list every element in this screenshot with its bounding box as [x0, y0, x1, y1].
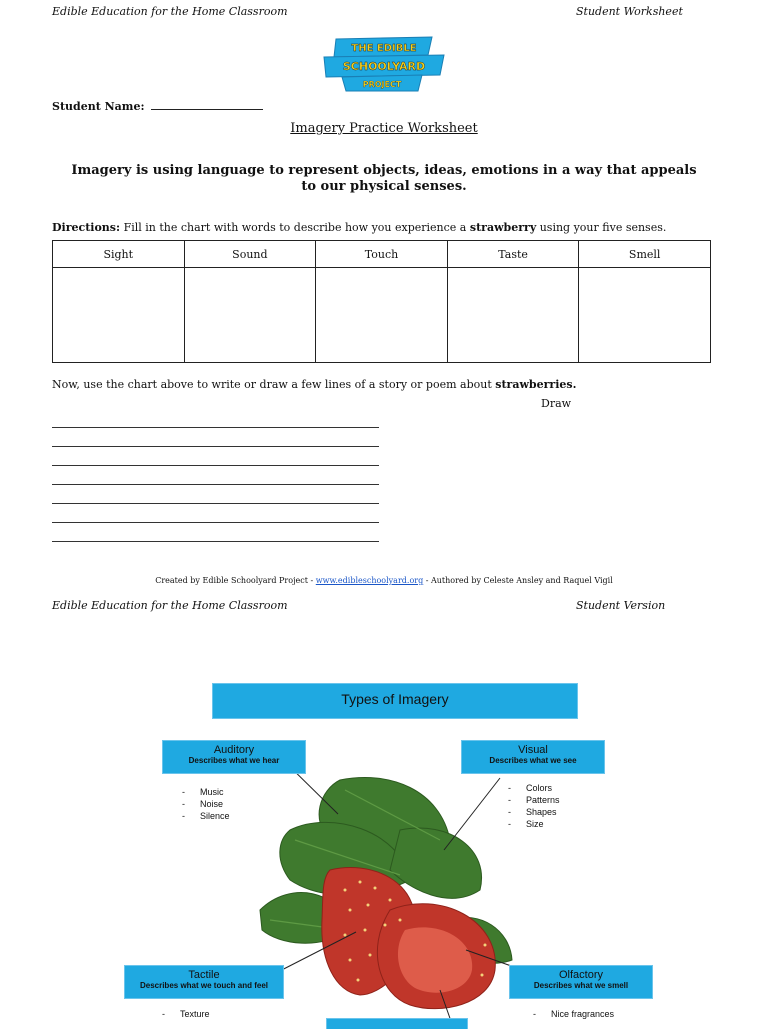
list-item: - Colors [508, 782, 560, 794]
auditory-box [162, 740, 306, 774]
directions-text-2: using your five senses. [539, 221, 667, 234]
list-item: - Shapes [508, 806, 560, 818]
visual-subtitle: Describes what we see [489, 756, 577, 765]
tactile-subtitle: Describes what we touch and feel [139, 981, 269, 990]
story-prompt-text: Now, use the chart above to write or draw a few lines of a story or poem about [52, 378, 492, 391]
credit-link[interactable]: www.edibleschoolyard.org [315, 576, 424, 585]
visual-title: Visual [518, 744, 548, 756]
olfactory-subtitle: Describes what we smell [533, 981, 629, 990]
list-item: - Size [508, 818, 560, 830]
credit-suffix: - Authored by Celeste Ansley and Raquel Vigil [425, 576, 613, 585]
logo-line2: SCHOOLYARD [342, 60, 426, 73]
page2-header-left: Edible Education for the Home Classroom [52, 599, 288, 612]
logo-line3: PROJECT [362, 80, 402, 89]
column-sound: Sound [184, 241, 316, 268]
header-left: Edible Education for the Home Classroom [52, 5, 288, 18]
student-name-label: Student Name: [52, 100, 145, 113]
column-sight: Sight [53, 241, 185, 268]
logo-line1: THE EDIBLE [351, 43, 417, 54]
directions-label: Directions: [52, 221, 121, 234]
list-item: - Noise [182, 798, 230, 810]
olfactory-title: Olfactory [558, 969, 603, 981]
story-prompt-word: strawberries. [495, 378, 577, 391]
tactile-list [162, 1008, 210, 1020]
visual-list [508, 782, 560, 830]
auditory-list [182, 786, 230, 822]
directions-word: strawberry [469, 221, 537, 234]
types-banner-title: Types of Imagery [341, 691, 449, 707]
page2-header-right: Student Version [576, 599, 666, 612]
visual-box [461, 740, 605, 774]
auditory-title: Auditory [213, 744, 255, 756]
list-item: - Silence [182, 810, 230, 822]
worksheet-title: Imagery Practice Worksheet [290, 121, 478, 136]
list-item: - Patterns [508, 794, 560, 806]
draw-label: Draw [541, 397, 572, 410]
olfactory-list [533, 1008, 614, 1020]
olfactory-box [509, 965, 653, 999]
header-right: Student Worksheet [576, 5, 683, 18]
tactile-title: Tactile [188, 969, 220, 981]
column-touch: Touch [316, 241, 448, 268]
list-item: - Nice fragrances [533, 1008, 614, 1020]
list-item: - Texture [162, 1008, 210, 1020]
imagery-definition: Imagery is using language to represent objects, ideas, emotions in a way that appeals to our physical senses. [71, 163, 697, 194]
auditory-subtitle: Describes what we hear [188, 756, 280, 765]
credit-prefix: Created by Edible Schoolyard Project - [155, 576, 314, 585]
column-smell: Smell [579, 241, 711, 268]
list-item: - Music [182, 786, 230, 798]
tactile-box [124, 965, 284, 999]
column-taste: Taste [447, 241, 579, 268]
directions-text-1: Fill in the chart with words to describe how you experience a [123, 221, 467, 234]
